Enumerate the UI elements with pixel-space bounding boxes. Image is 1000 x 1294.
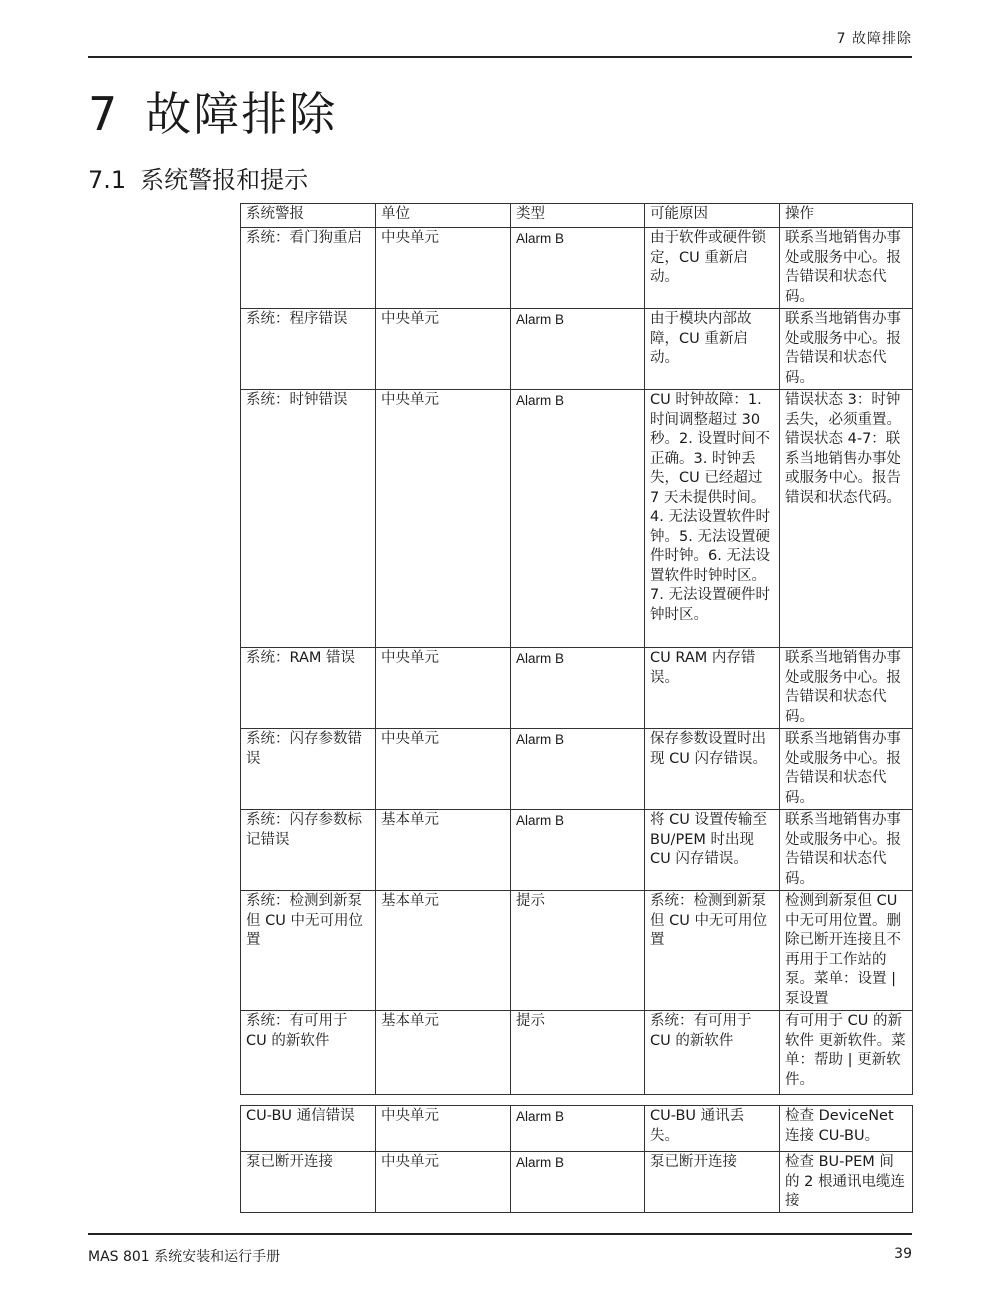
cell-cause: 系统：有可用于 CU 的新软件 — [645, 1011, 780, 1095]
chapter-number: 7 — [88, 87, 120, 141]
table-row — [241, 1106, 913, 1152]
cell-cause: CU 时钟故障：1. 时间调整超过 30 秒。2. 设置时间不正确。3. 时钟丢失，CU 已经超过 7 天未提供时间。4. 无法设置软件时钟。5. 无法设置硬件时钟。6. 无法设置软件时钟时区。7. 无法设置硬件时钟时区。 — [645, 390, 780, 648]
cell-type: Alarm B — [511, 1152, 645, 1213]
header-type: 类型 — [511, 204, 645, 228]
cell-alarm: 系统：检测到新泵但 CU 中无可用位置 — [241, 891, 376, 1011]
table-row — [241, 309, 913, 390]
cell-cause: 将 CU 设置传输至 BU/PEM 时出现 CU 闪存错误。 — [645, 810, 780, 891]
cell-unit: 中央单元 — [376, 648, 511, 729]
cell-type: 提示 — [511, 1011, 645, 1095]
table-row — [241, 891, 913, 1011]
cell-alarm: CU-BU 通信错误 — [241, 1106, 376, 1152]
cell-action: 检查 BU-PEM 间的 2 根通讯电缆连接 — [780, 1152, 913, 1213]
cell-cause: CU-BU 通讯丢失。 — [645, 1106, 780, 1152]
table-row — [241, 648, 913, 729]
table-header-row — [241, 204, 913, 228]
chapter-title — [88, 78, 337, 144]
cell-cause: 泵已断开连接 — [645, 1152, 780, 1213]
cell-unit: 基本单元 — [376, 1011, 511, 1095]
cell-unit: 中央单元 — [376, 228, 511, 309]
cell-alarm: 系统：时钟错误 — [241, 390, 376, 648]
section-number: 7.1 — [88, 166, 127, 194]
cell-action: 检查 DeviceNet 连接 CU-BU。 — [780, 1106, 913, 1152]
cell-unit: 中央单元 — [376, 309, 511, 390]
cell-action: 联系当地销售办事处或服务中心。报告错误和状态代码。 — [780, 228, 913, 309]
cell-action: 联系当地销售办事处或服务中心。报告错误和状态代码。 — [780, 729, 913, 810]
cell-cause: CU RAM 内存错误。 — [645, 648, 780, 729]
cell-alarm: 泵已断开连接 — [241, 1152, 376, 1213]
cell-type: Alarm B — [511, 228, 645, 309]
cell-alarm: 系统：闪存参数标记错误 — [241, 810, 376, 891]
cell-cause: 由于软件或硬件锁定，CU 重新启动。 — [645, 228, 780, 309]
cell-type: Alarm B — [511, 648, 645, 729]
cell-alarm: 系统：闪存参数错误 — [241, 729, 376, 810]
cell-cause: 保存参数设置时出现 CU 闪存错误。 — [645, 729, 780, 810]
cell-type: Alarm B — [511, 1106, 645, 1152]
cell-action: 联系当地销售办事处或服务中心。报告错误和状态代码。 — [780, 810, 913, 891]
cell-type: Alarm B — [511, 390, 645, 648]
cell-alarm: 系统：RAM 错误 — [241, 648, 376, 729]
footer-rule — [88, 1233, 912, 1235]
cell-unit: 中央单元 — [376, 729, 511, 810]
footer-manual-title: MAS 801 系统安装和运行手册 — [88, 1249, 281, 1265]
cell-unit: 中央单元 — [376, 1106, 511, 1152]
section-title-text: 系统警报和提示 — [140, 166, 309, 194]
alarm-table-continued — [240, 1105, 913, 1213]
cell-type: Alarm B — [511, 810, 645, 891]
chapter-title-text: 故障排除 — [145, 87, 338, 141]
cell-unit: 中央单元 — [376, 390, 511, 648]
header-unit: 单位 — [376, 204, 511, 228]
table-row — [241, 1152, 913, 1213]
cell-action: 检测到新泵但 CU 中无可用位置。删除已断开连接且不再用于工作站的泵。菜单：设置 | 泵设置 — [780, 891, 913, 1011]
section-title — [88, 160, 308, 195]
header-alarm: 系统警报 — [241, 204, 376, 228]
alarm-table — [240, 203, 913, 1095]
cell-action: 联系当地销售办事处或服务中心。报告错误和状态代码。 — [780, 309, 913, 390]
cell-alarm: 系统：程序错误 — [241, 309, 376, 390]
cell-type: Alarm B — [511, 729, 645, 810]
cell-action: 错误状态 3：时钟丢失，必须重置。错误状态 4-7：联系当地销售办事处或服务中心。报告错误和状态代码。 — [780, 390, 913, 648]
table-row — [241, 729, 913, 810]
table-row — [241, 390, 913, 648]
cell-type: 提示 — [511, 891, 645, 1011]
table-row — [241, 1011, 913, 1095]
cell-unit: 基本单元 — [376, 810, 511, 891]
cell-unit: 中央单元 — [376, 1152, 511, 1213]
header-rule — [88, 56, 912, 58]
cell-type: Alarm B — [511, 309, 645, 390]
table-row — [241, 810, 913, 891]
page-number: 39 — [894, 1246, 912, 1262]
running-head: 7 故障排除 — [836, 31, 912, 47]
table-row — [241, 228, 913, 309]
cell-cause: 由于模块内部故障，CU 重新启动。 — [645, 309, 780, 390]
cell-alarm: 系统：有可用于 CU 的新软件 — [241, 1011, 376, 1095]
cell-alarm: 系统：看门狗重启 — [241, 228, 376, 309]
header-action: 操作 — [780, 204, 913, 228]
cell-action: 有可用于 CU 的新软件 更新软件。菜单：帮助 | 更新软件。 — [780, 1011, 913, 1095]
cell-action: 联系当地销售办事处或服务中心。报告错误和状态代码。 — [780, 648, 913, 729]
cell-unit: 基本单元 — [376, 891, 511, 1011]
cell-cause: 系统：检测到新泵但 CU 中无可用位置 — [645, 891, 780, 1011]
header-cause: 可能原因 — [645, 204, 780, 228]
